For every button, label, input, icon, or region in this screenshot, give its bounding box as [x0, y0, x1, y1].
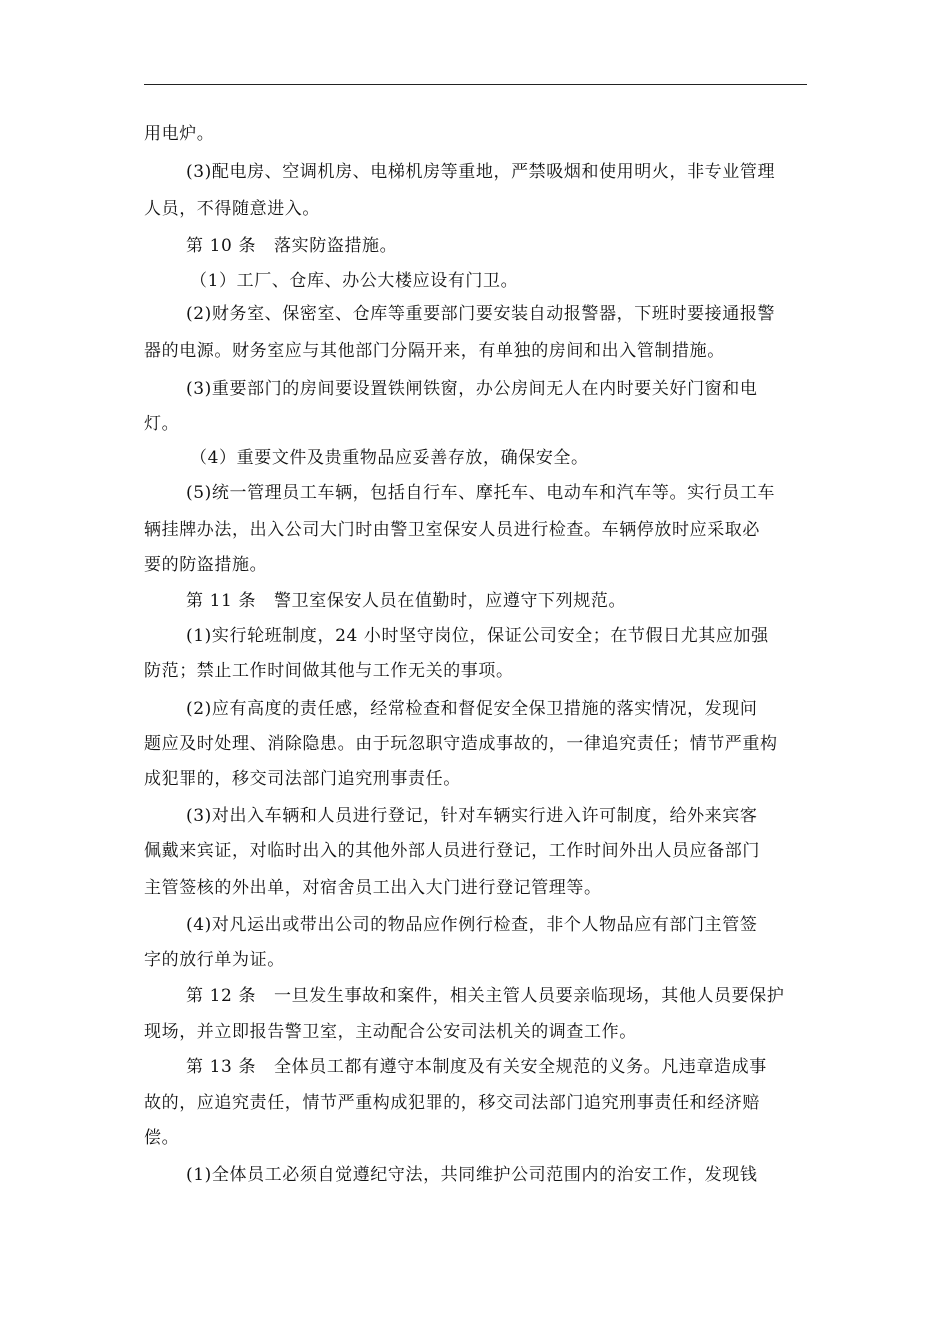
text-line: (5)统一管理员工车辆，包括自行车、摩托车、电动车和汽车等。实行员工车: [186, 483, 776, 503]
article-heading: 第 11 条 警卫室保安人员在值勤时，应遵守下列规范。: [186, 591, 627, 611]
text-line: （1）工厂、仓库、办公大楼应设有门卫。: [190, 271, 519, 291]
text-line: 灯。: [144, 414, 180, 434]
text-line: (1)全体员工必须自觉遵纪守法，共同维护公司范围内的治安工作，发现钱: [186, 1165, 758, 1185]
text-line: (4)对凡运出或带出公司的物品应作例行检查，非个人物品应有部门主管签: [186, 915, 758, 935]
text-line: 要的防盗措施。: [144, 555, 268, 575]
article-heading: 第 12 条 一旦发生事故和案件，相关主管人员要亲临现场，其他人员要保护: [186, 986, 785, 1006]
text-line: 器的电源。财务室应与其他部门分隔开来，有单独的房间和出入管制措施。: [144, 341, 725, 361]
text-line: (2)应有高度的责任感，经常检查和督促安全保卫措施的落实情况，发现问: [186, 699, 758, 719]
text-line: 偿。: [144, 1128, 180, 1148]
text-line: 主管签核的外出单，对宿舍员工出入大门进行登记管理等。: [144, 878, 602, 898]
text-line: 故的，应追究责任，情节严重构成犯罪的，移交司法部门追究刑事责任和经济赔: [144, 1093, 760, 1113]
article-heading: 第 10 条 落实防盗措施。: [186, 236, 398, 256]
text-line: (1)实行轮班制度，24 小时坚守岗位，保证公司安全；在节假日尤其应加强: [186, 626, 769, 646]
text-line: (3)配电房、空调机房、电梯机房等重地，严禁吸烟和使用明火，非专业管理: [186, 162, 776, 182]
text-line: 防范；禁止工作时间做其他与工作无关的事项。: [144, 661, 514, 681]
text-line: 辆挂牌办法，出入公司大门时由警卫室保安人员进行检查。车辆停放时应采取必: [144, 520, 760, 540]
text-line: 用电炉。: [144, 124, 215, 144]
text-line: （4）重要文件及贵重物品应妥善存放，确保安全。: [190, 448, 589, 468]
text-line: 成犯罪的，移交司法部门追究刑事责任。: [144, 769, 461, 789]
text-line: 佩戴来宾证，对临时出入的其他外部人员进行登记，工作时间外出人员应备部门: [144, 841, 760, 861]
text-line: 字的放行单为证。: [144, 950, 285, 970]
text-line: 现场，并立即报告警卫室，主动配合公安司法机关的调查工作。: [144, 1022, 637, 1042]
text-line: (2)财务室、保密室、仓库等重要部门要安装自动报警器，下班时要接通报警: [186, 304, 776, 324]
text-line: 人员，不得随意进入。: [144, 199, 320, 219]
text-line: (3)对出入车辆和人员进行登记，针对车辆实行进入许可制度，给外来宾客: [186, 806, 758, 826]
header-rule: [144, 84, 807, 85]
text-line: (3)重要部门的房间要设置铁闸铁窗，办公房间无人在内时要关好门窗和电: [186, 379, 758, 399]
text-line: 题应及时处理、消除隐患。由于玩忽职守造成事故的，一律追究责任；情节严重构: [144, 734, 778, 754]
article-heading: 第 13 条 全体员工都有遵守本制度及有关安全规范的义务。凡违章造成事: [186, 1057, 767, 1077]
